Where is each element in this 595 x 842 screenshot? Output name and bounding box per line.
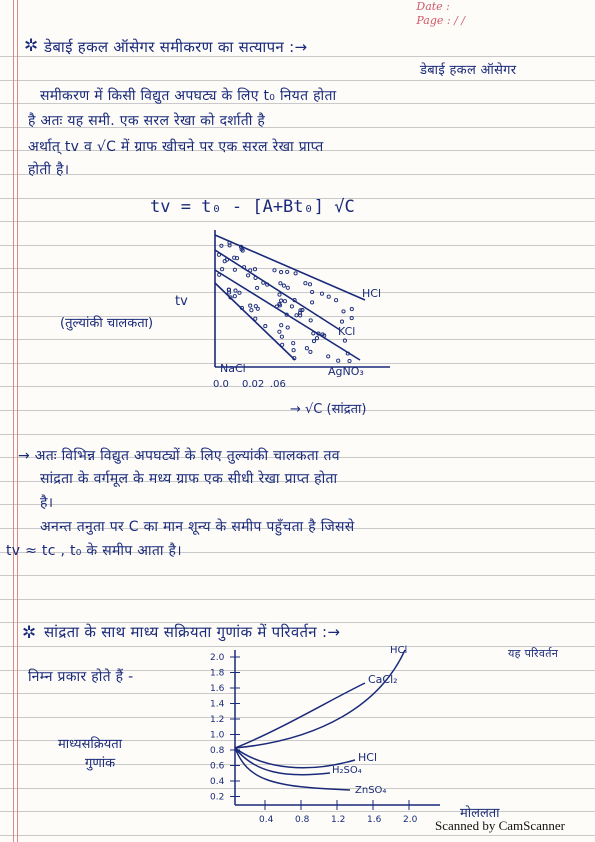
data-point bbox=[295, 314, 298, 317]
label-hcl-lower: HCl bbox=[358, 751, 378, 764]
data-point bbox=[348, 359, 351, 362]
section1-line4: अर्थात् tv व √C में ग्राफ खीचने पर एक सरल रेखा प्राप्त bbox=[28, 139, 324, 155]
data-point bbox=[280, 324, 283, 327]
data-point bbox=[233, 268, 236, 271]
data-point bbox=[312, 332, 315, 335]
data-point bbox=[304, 282, 307, 285]
data-point bbox=[305, 347, 308, 350]
margin-line-left-2 bbox=[17, 0, 18, 842]
section2-title: सांद्रता के साथ माध्य सक्रियता गुणांक में परिवर्तन :→ bbox=[44, 623, 341, 641]
graph2-xtick-label: 1.6 bbox=[367, 815, 382, 825]
graph1-xlabel: → √C (सांद्रता) bbox=[290, 402, 367, 417]
data-point bbox=[335, 299, 338, 302]
section1-line3: है अतः यह समी. एक सरल रेखा को दर्शाती है bbox=[28, 113, 266, 129]
star-bullet-icon-2: ✲ bbox=[22, 623, 37, 643]
data-point bbox=[292, 342, 295, 345]
data-point bbox=[249, 269, 252, 272]
graph1-data-points bbox=[217, 241, 356, 362]
label-nacl: NaCl bbox=[220, 362, 246, 375]
camscanner-watermark: Scanned by CamScanner bbox=[435, 818, 565, 833]
ruled-line bbox=[0, 174, 595, 175]
margin-line-left bbox=[13, 0, 14, 842]
date-label: Date : bbox=[416, 0, 450, 13]
data-point bbox=[281, 343, 284, 346]
data-point bbox=[283, 300, 286, 303]
data-point bbox=[315, 337, 318, 340]
data-point bbox=[309, 350, 312, 353]
data-point bbox=[234, 289, 237, 292]
star-bullet-icon: ✲ bbox=[24, 36, 39, 56]
graph1-ylabel-2: (तुल्यांकी चालकता) bbox=[60, 316, 154, 331]
label-kcl: KCl bbox=[338, 325, 356, 338]
data-point bbox=[253, 268, 256, 271]
data-point bbox=[279, 282, 282, 285]
data-point bbox=[350, 308, 353, 311]
conductivity-graph bbox=[20, 225, 500, 425]
graph2-ytick-label: 1.6 bbox=[210, 684, 225, 694]
data-point bbox=[256, 286, 259, 289]
label-h2so4: H₂SO₄ bbox=[332, 765, 362, 776]
label-agno3: AgNO₃ bbox=[328, 365, 364, 378]
data-point bbox=[217, 253, 220, 256]
data-point bbox=[350, 317, 353, 320]
graph2-xtick-label: 1.2 bbox=[331, 815, 346, 825]
graph2-ytick-label: 1.0 bbox=[210, 730, 225, 741]
graph2-xtick-label: 2.0 bbox=[403, 815, 418, 825]
data-point bbox=[294, 272, 297, 275]
page-label: Page : / / bbox=[416, 14, 465, 27]
data-point bbox=[280, 271, 283, 274]
graph2-ytick-label: 1.2 bbox=[210, 715, 225, 725]
graph2-xlabel: मोललता bbox=[460, 806, 500, 821]
ruled-line bbox=[0, 599, 595, 600]
label-hcl: HCl bbox=[362, 287, 382, 300]
data-point bbox=[320, 292, 323, 295]
activity-coefficient-graph bbox=[20, 645, 580, 830]
graph1-xtick-2: .06 bbox=[270, 379, 286, 390]
data-point bbox=[247, 274, 250, 277]
data-point bbox=[233, 295, 236, 298]
conclusion-line4: अनन्त तनुता पर C का मान शून्य के समीप पहुँचता है जिससे bbox=[40, 519, 355, 535]
data-point bbox=[327, 355, 330, 358]
curve-h2so4 bbox=[235, 748, 330, 775]
ruled-line bbox=[0, 56, 595, 57]
graph2-ylabel-2: गुणांक bbox=[85, 756, 116, 771]
data-point bbox=[220, 244, 223, 247]
graph2-ytick-label: 0.6 bbox=[210, 761, 225, 772]
section2-line2: निम्न प्रकार होते हैं - bbox=[28, 669, 134, 685]
data-point bbox=[286, 286, 289, 289]
graph2-ylabel-1: माध्यसक्रियता bbox=[58, 737, 123, 752]
ruled-line bbox=[0, 80, 595, 81]
graph2-ytick-label: 1.4 bbox=[210, 699, 225, 710]
graph2-ytick-label: 1.8 bbox=[210, 668, 225, 679]
conclusion-line1: → अतः विभिन्न विद्युत अपघट्यों के लिए तुल्यांकी चालकता तव bbox=[18, 448, 340, 464]
graph2-ytick-label: 0.8 bbox=[210, 746, 225, 756]
section1-line5: होती है। bbox=[28, 162, 70, 178]
line-agno3 bbox=[215, 270, 360, 360]
data-point bbox=[280, 335, 283, 338]
label-cacl2: CaCl₂ bbox=[368, 673, 398, 686]
data-point bbox=[280, 299, 283, 302]
section1-line1-right: डेबाई हकल ऑसेगर bbox=[420, 63, 517, 78]
ruled-line bbox=[0, 575, 595, 576]
data-point bbox=[273, 269, 276, 272]
graph1-ylabel-1: tv bbox=[175, 294, 188, 309]
data-point bbox=[282, 284, 285, 287]
data-point bbox=[308, 283, 311, 286]
data-point bbox=[311, 301, 314, 304]
data-point bbox=[264, 325, 267, 328]
data-point bbox=[337, 359, 340, 362]
conclusion-line2: सांद्रता के वर्गमूल के मध्य ग्राफ एक सीधी रेखा प्राप्त होता bbox=[40, 471, 338, 487]
data-point bbox=[290, 305, 293, 308]
section1-title: डेबाई हकल ऑसेगर समीकरण का सत्यापन :→ bbox=[44, 38, 308, 56]
data-point bbox=[238, 291, 241, 294]
data-point bbox=[218, 273, 221, 276]
data-point bbox=[312, 340, 315, 343]
data-point bbox=[254, 317, 257, 320]
ruled-line bbox=[0, 835, 595, 836]
graph2-xtick-label: 0.8 bbox=[295, 815, 310, 825]
graph2-ytick-label: 0.4 bbox=[210, 777, 225, 787]
section2-right-note: यह परिवर्तन bbox=[508, 647, 559, 660]
debye-huckel-formula: tv = t₀ - [A+Bt₀] √C bbox=[150, 197, 355, 217]
graph1-xtick-0: 0.0 bbox=[213, 379, 229, 390]
ruled-line bbox=[0, 434, 595, 435]
data-point bbox=[286, 270, 289, 273]
data-point bbox=[254, 305, 257, 308]
data-point bbox=[343, 339, 346, 342]
curve-hcl-top bbox=[235, 650, 405, 748]
data-point bbox=[342, 310, 345, 313]
ruled-line bbox=[0, 221, 595, 222]
data-point bbox=[309, 319, 312, 322]
graph2-xtick-label: 0.4 bbox=[259, 815, 274, 825]
data-point bbox=[250, 309, 253, 312]
data-point bbox=[340, 320, 343, 323]
data-point bbox=[311, 290, 314, 293]
section1-line2: समीकरण में किसी विद्युत अपघट्य के लिए t₀ नियत होता bbox=[40, 88, 337, 104]
data-point bbox=[221, 268, 224, 271]
data-point bbox=[327, 295, 330, 298]
data-point bbox=[292, 349, 295, 352]
conclusion-line3: है। bbox=[40, 495, 54, 511]
conclusion-line5: tv ≈ tc , t₀ के समीप आता है। bbox=[6, 543, 182, 559]
data-point bbox=[286, 326, 289, 329]
ruled-line bbox=[0, 504, 595, 505]
data-point bbox=[249, 304, 252, 307]
label-znso4: ZnSO₄ bbox=[355, 785, 387, 796]
graph1-xtick-1: 0.02 bbox=[242, 379, 265, 390]
data-point bbox=[278, 330, 281, 333]
graph2-ytick-label: 0.2 bbox=[210, 792, 225, 803]
data-point bbox=[278, 293, 281, 296]
graph2-ytick-label: 2.0 bbox=[210, 653, 225, 663]
page-header bbox=[416, 0, 465, 28]
label-hcl-top: HCl bbox=[390, 645, 408, 656]
